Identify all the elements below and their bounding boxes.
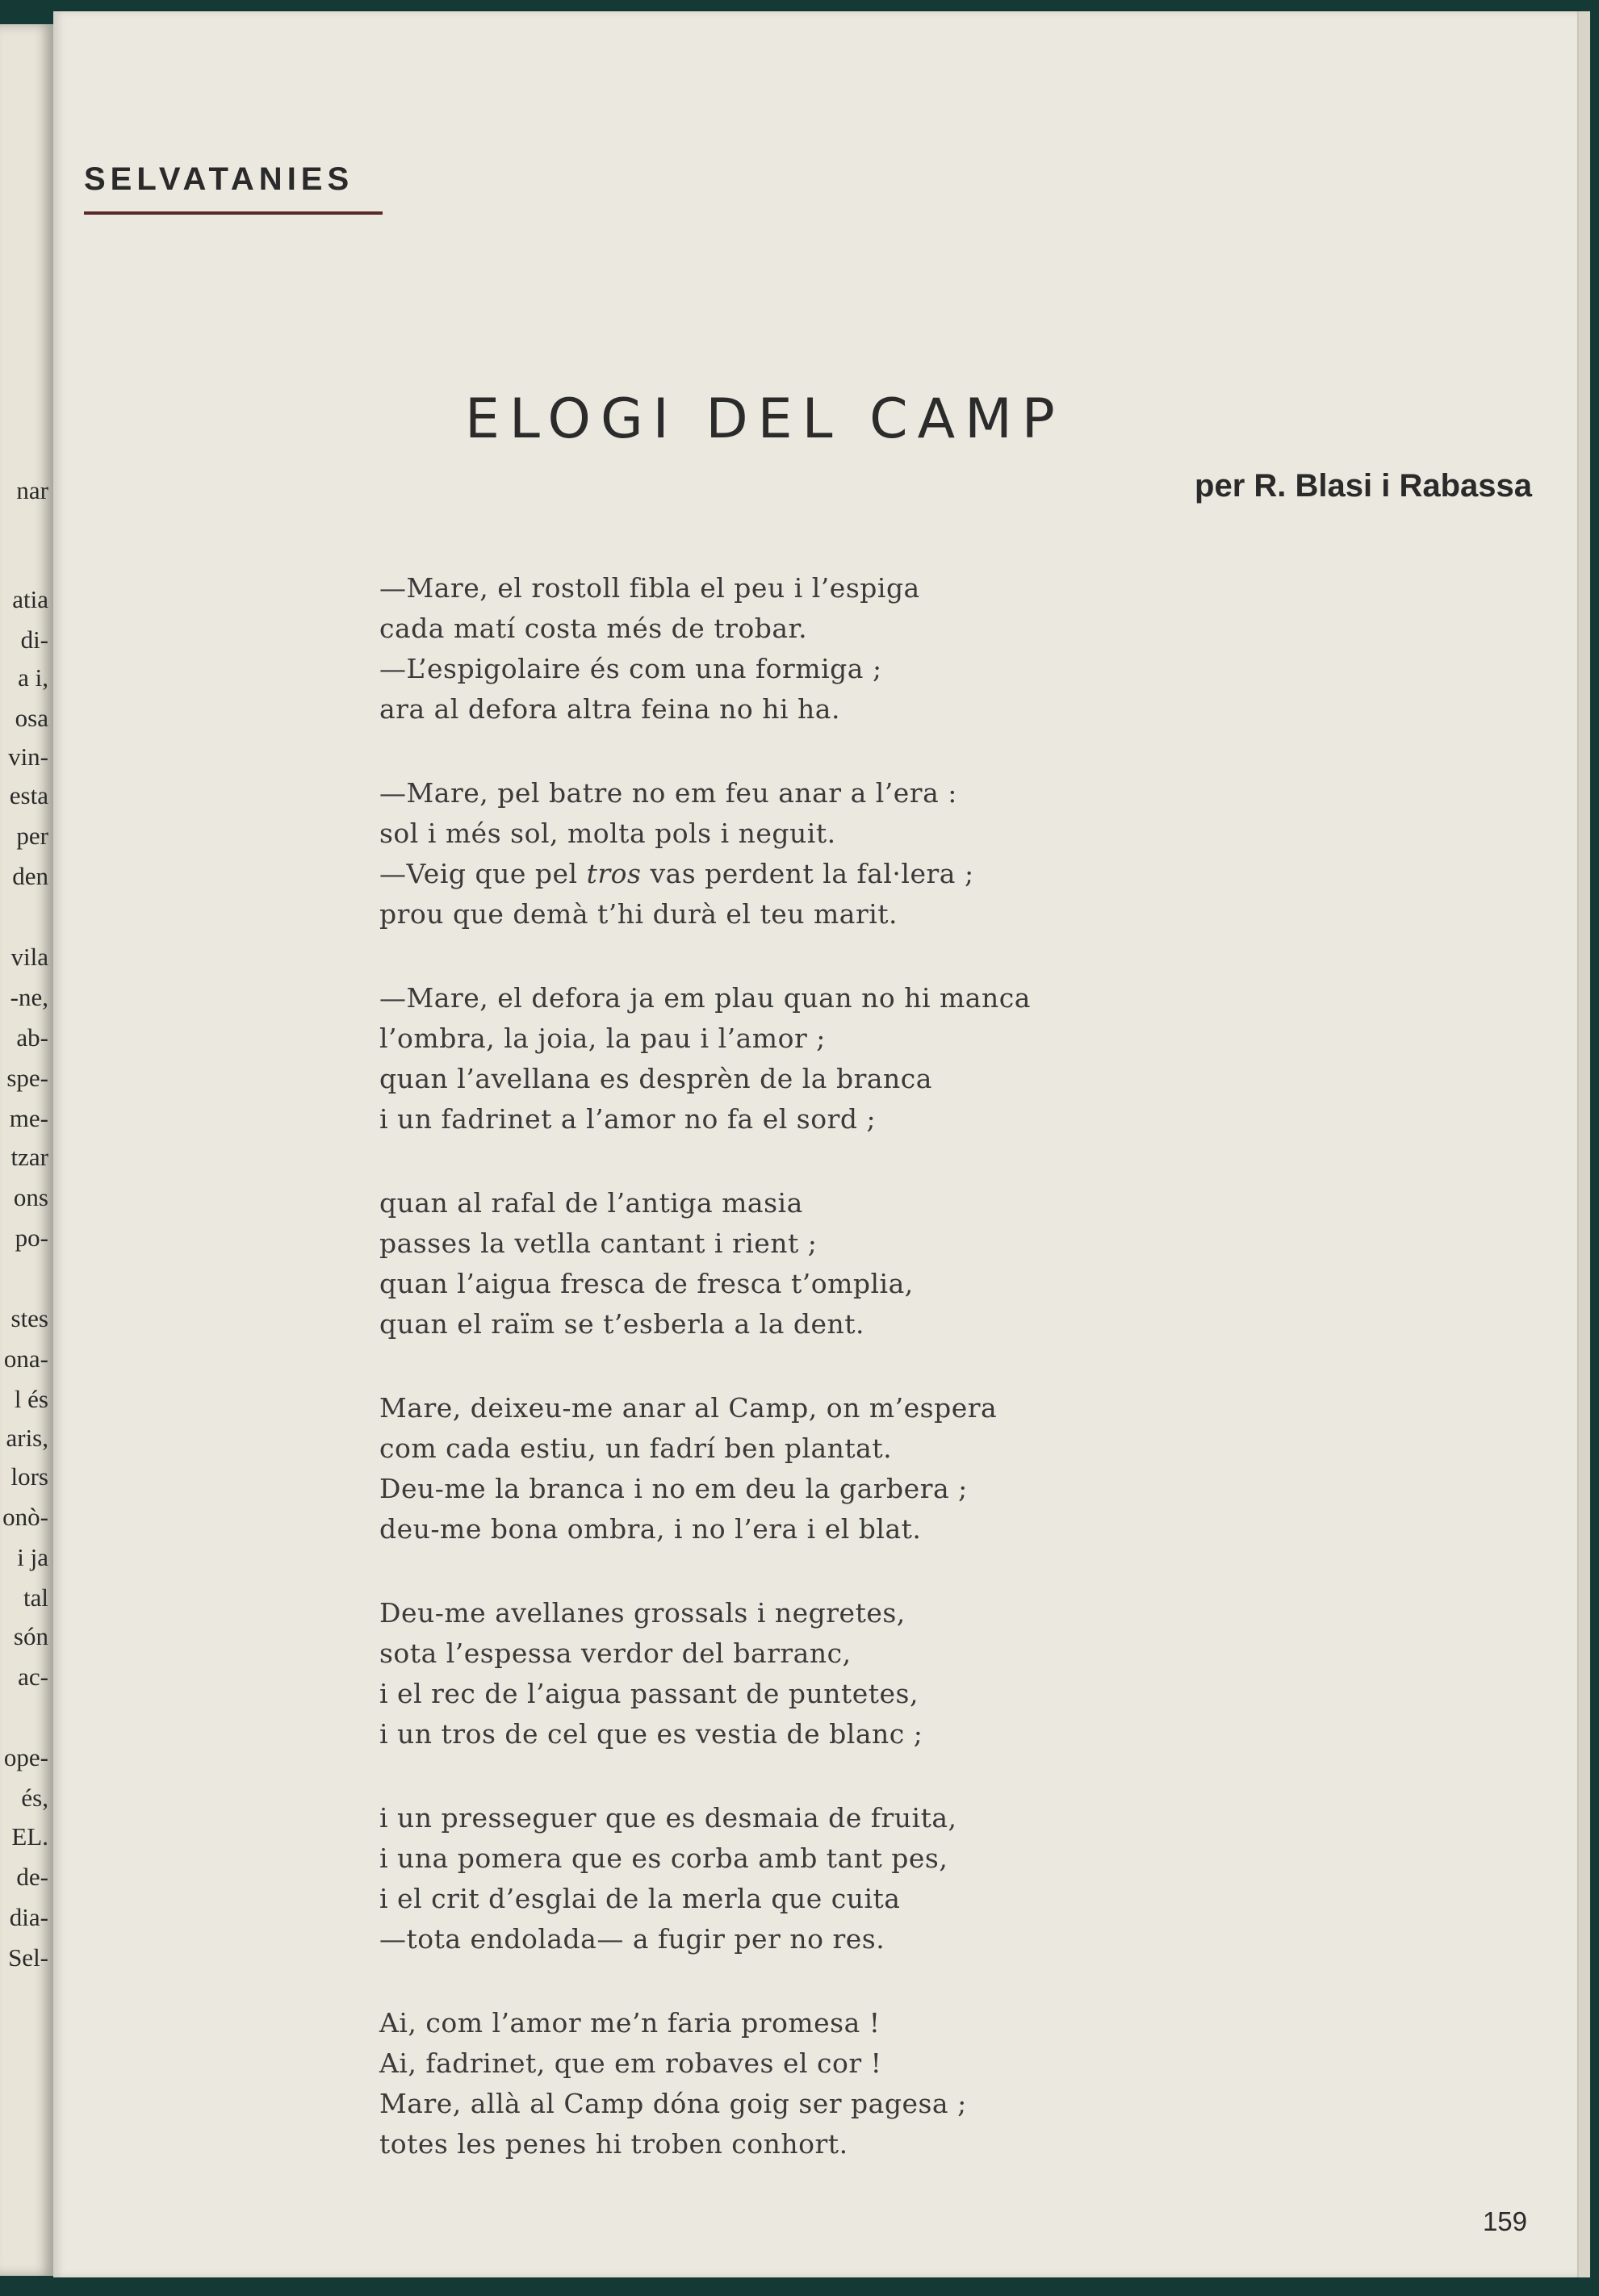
previous-page-text-fragment: osa (15, 704, 48, 732)
poem-line: i un tros de cel que es vestia de blanc ; (379, 1718, 923, 1750)
previous-page-text-fragment: dia- (9, 1903, 48, 1931)
poem-line: com cada estiu, un fadrí ben plantat. (379, 1432, 893, 1464)
stanza (379, 1593, 1348, 1754)
previous-page-text-fragment: vila (10, 943, 48, 971)
page-number: 159 (1482, 2206, 1527, 2236)
previous-page-text-fragment: per (16, 822, 48, 850)
previous-page-text-fragment: de- (16, 1863, 48, 1891)
previous-page-text-fragment: spe- (6, 1064, 48, 1092)
poem-line: totes les penes hi troben conhort. (379, 2128, 848, 2160)
previous-page-text-fragment: ons (13, 1183, 48, 1211)
section-rule (84, 211, 383, 215)
poem-line: quan l’aigua fresca de fresca t’omplia, (379, 1268, 914, 1299)
previous-page-text-fragment: és, (21, 1784, 48, 1812)
previous-page-text-fragment: nar (16, 476, 48, 504)
previous-page-text-fragment: po- (15, 1223, 48, 1252)
poem-line: Ai, com l’amor me’n faria promesa ! (379, 2007, 881, 2039)
poem-body (379, 568, 1348, 2208)
poem-line: i una pomera que es corba amb tant pes, (379, 1842, 948, 1874)
poem-line: sol i més sol, molta pols i neguit. (379, 818, 836, 849)
poem-line: Mare, deixeu-me anar al Camp, on m’espera (379, 1392, 998, 1424)
previous-page-text-fragment: tal (23, 1583, 48, 1612)
section-label: SELVATANIES (84, 161, 354, 197)
poem-line: Deu-me avellanes grossals i negretes, (379, 1597, 906, 1629)
poem-line: —Mare, pel batre no em feu anar a l’era : (379, 777, 957, 809)
previous-page-text-fragment: esta (9, 781, 48, 809)
previous-page-text-fragment: a i, (18, 663, 48, 692)
byline: per R. Blasi i Rabassa (1195, 468, 1532, 504)
previous-page-text-fragment: i ja (17, 1543, 48, 1571)
stanza (379, 1798, 1348, 1959)
poem-line: i un presseguer que es desmaia de fruita, (379, 1802, 957, 1834)
previous-page-edge (0, 24, 53, 2276)
previous-page-text-fragment: me- (9, 1104, 48, 1132)
poem-line: quan l’avellana es desprèn de la branca (379, 1063, 932, 1094)
poem-line: quan al rafal de l’antiga masia (379, 1187, 803, 1219)
poem-line: i el crit d’esglai de la merla que cuita (379, 1883, 901, 1914)
previous-page-text-fragment: EL. (11, 1822, 48, 1851)
previous-page-text-fragment: lors (10, 1462, 48, 1491)
poem-title: ELOGI DEL CAMP (465, 387, 1065, 451)
previous-page-text-fragment: atia (12, 585, 48, 613)
poem-line: i un fadrinet a l’amor no fa el sord ; (379, 1103, 877, 1135)
poem-line: —tota endolada— a fugir per no res. (379, 1923, 885, 1955)
poem-line: quan el raïm se t’esberla a la dent. (379, 1308, 865, 1340)
stanza (379, 1388, 1348, 1549)
poem-line: passes la vetlla cantant i rient ; (379, 1227, 818, 1259)
previous-page-text-fragment: són (13, 1622, 48, 1650)
page-edge-right (1577, 11, 1590, 2277)
poem-line: Ai, fadrinet, que em robaves el cor ! (379, 2047, 882, 2079)
poem-line: —Mare, el rostoll fibla el peu i l’espiga (379, 572, 920, 604)
stanza (379, 1183, 1348, 1345)
poem-line: —L’espigolaire és com una formiga ; (379, 653, 882, 684)
stanza (379, 568, 1348, 730)
poem-line: —Mare, el defora ja em plau quan no hi manca (379, 982, 1031, 1014)
previous-page-text-fragment: tzar (10, 1143, 48, 1171)
previous-page-text-fragment: Sel- (8, 1943, 48, 1972)
previous-page-text-fragment: di- (20, 625, 48, 654)
previous-page-text-fragment: ac- (18, 1662, 48, 1691)
previous-page-text-fragment: l és (14, 1385, 48, 1413)
poem-line: —Veig que pel tros vas perdent la fal·lera ; (379, 858, 974, 889)
previous-page-text-fragment: aris, (6, 1424, 48, 1452)
previous-page-text-fragment: den (12, 862, 48, 890)
poem-line: l’ombra, la joia, la pau i l’amor ; (379, 1023, 826, 1054)
poem-line: ara al defora altra feina no hi ha. (379, 693, 840, 725)
previous-page-text-fragment: stes (10, 1304, 48, 1332)
previous-page-text-fragment: ope- (3, 1743, 48, 1771)
previous-page-text-fragment: ona- (3, 1345, 48, 1373)
stanza (379, 978, 1348, 1140)
page (53, 11, 1577, 2277)
previous-page-text-fragment: onò- (2, 1503, 48, 1531)
poem-line: cada matí costa més de trobar. (379, 613, 808, 644)
poem-line: sota l’espessa verdor del barranc, (379, 1637, 852, 1669)
previous-page-text-fragment: ab- (16, 1023, 48, 1052)
poem-line: deu-me bona ombra, i no l’era i el blat. (379, 1513, 922, 1545)
poem-line: i el rec de l’aigua passant de puntetes, (379, 1678, 919, 1709)
poem-line: prou que demà t’hi durà el teu marit. (379, 898, 898, 930)
poem-line: Deu-me la branca i no em deu la garbera ; (379, 1473, 968, 1504)
stanza (379, 2003, 1348, 2164)
poem-line: Mare, allà al Camp dóna goig ser pagesa ; (379, 2088, 967, 2119)
previous-page-text-fragment: -ne, (10, 983, 48, 1011)
previous-page-text-fragment: vin- (8, 742, 48, 771)
stanza (379, 773, 1348, 935)
